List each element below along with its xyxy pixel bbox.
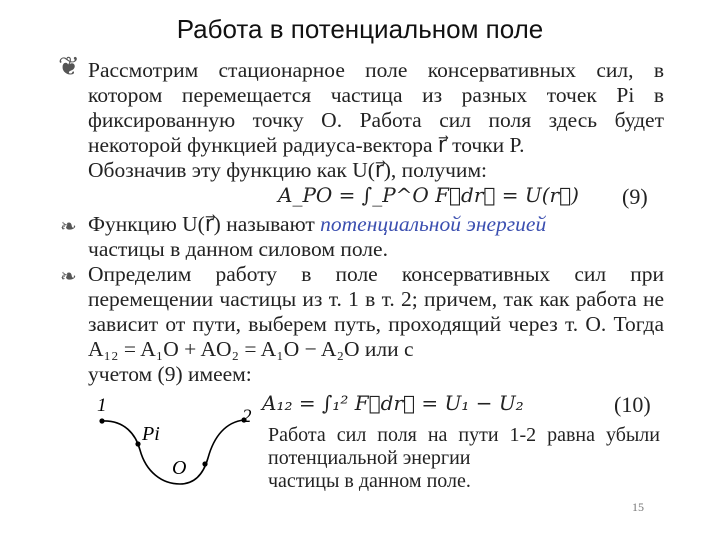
point-o: [202, 461, 207, 466]
bullet-icon: ❧: [60, 214, 77, 238]
paragraph-intro-text: Рассмотрим стационарное поле консервативных сил, в котором перемещается частица из разных точек Pi в фиксированную точку O. Работа сил поля здесь будет некоторой функцией радиуса-вектора r⃗ точки P.: [88, 58, 664, 157]
paragraph-derivation: [88, 262, 664, 387]
paragraph-definition-prefix: Функцию U(r⃗) называют: [88, 212, 321, 236]
point-pi: [135, 441, 140, 446]
bullet-icon: ❧: [60, 264, 77, 288]
conclusion-text: [268, 424, 660, 493]
equation-10: A₁₂ = ∫₁² F⃗dr⃗ = U₁ − U₂: [262, 391, 524, 415]
equation-9: A_PO = ∫_P^O F⃗dr⃗ = U(r⃗): [278, 183, 579, 207]
label-point-2: 2: [242, 406, 252, 427]
equation-10-number: (10): [614, 392, 651, 417]
bullet-icon: ❦: [58, 52, 80, 82]
paragraph-derivation-text: Определим работу в поле консервативных сил при перемещении частицы из т. 1 в т. 2; причем, так как работа не зависит от пути, выберем путь, проходящий через т. O. Тогда A₁₂ = A₁O + AO₂ = A₁O − A₂O или с: [88, 262, 664, 361]
slide-title: Работа в потенциальном поле: [176, 14, 544, 44]
conclusion-text-body: Работа сил поля на пути 1-2 равна убыли потенциальной энергии: [268, 424, 660, 469]
potential-energy-term: потенциальной энергией: [320, 212, 547, 236]
path-diagram: [0, 380, 260, 500]
label-point-o: O: [172, 457, 187, 479]
paragraph-intro-lastline: Обозначив эту функцию как U(r⃗), получим:: [88, 158, 488, 182]
paragraph-definition-lastline: частицы в данном силовом поле.: [88, 237, 388, 261]
paragraph-definition: [88, 212, 664, 262]
equation-9-number: (9): [622, 184, 648, 209]
label-point-pi: Pi: [142, 423, 160, 445]
page-number: 15: [632, 500, 644, 514]
conclusion-text-lastline: частицы в данном поле.: [268, 470, 471, 492]
paragraph-derivation-lastline: учетом (9) имеем:: [88, 362, 252, 386]
paragraph-intro: [88, 58, 664, 183]
point-1: [99, 418, 104, 423]
label-point-1: 1: [97, 395, 107, 416]
